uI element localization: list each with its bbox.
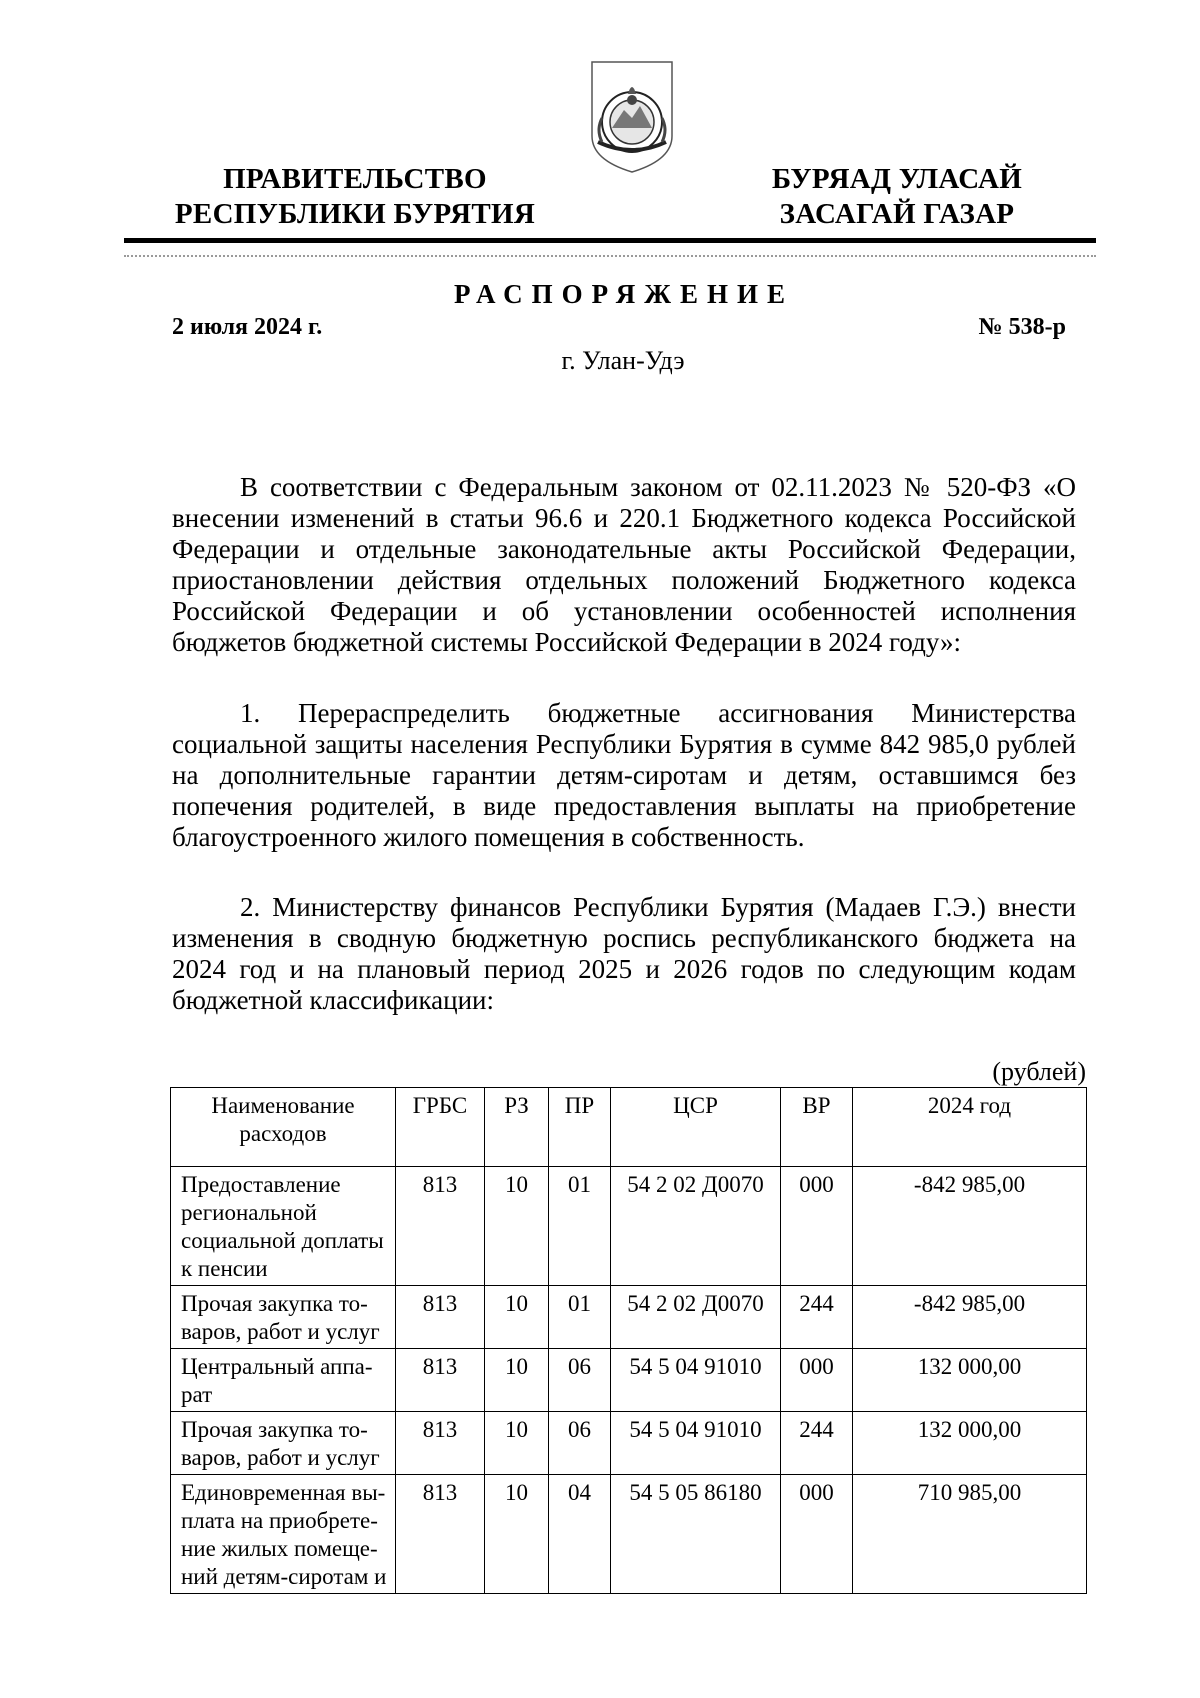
cell-pr: 01 [549, 1286, 611, 1349]
item-2-section [172, 892, 1076, 1016]
header-rz: РЗ [485, 1088, 549, 1167]
cell-rz: 10 [485, 1412, 549, 1475]
government-title-line1: ПРАВИТЕЛЬСТВО [223, 163, 487, 195]
table-row [171, 1412, 1087, 1475]
header-year: 2024 год [853, 1088, 1087, 1167]
cell-name: Прочая закупка товаров, работ и услуг [171, 1412, 396, 1475]
cell-amount: 132 000,00 [853, 1412, 1087, 1475]
header-grbs: ГРБС [396, 1088, 485, 1167]
table-row [171, 1475, 1087, 1594]
table-row [171, 1286, 1087, 1349]
cell-grbs: 813 [396, 1349, 485, 1412]
government-title-buryat-line2: ЗАСАГАЙ ГАЗАР [779, 198, 1015, 230]
cell-amount: -842 985,00 [853, 1286, 1087, 1349]
cell-pr: 06 [549, 1349, 611, 1412]
header-pr: ПР [549, 1088, 611, 1167]
document-date: 2 июля 2024 г. [172, 314, 323, 340]
budget-table [170, 1087, 1087, 1594]
table-row [171, 1349, 1087, 1412]
header-divider-thick [124, 238, 1096, 243]
cell-name: Единовременная выплата на приобретение жилых помещений детям-сиротам и [171, 1475, 396, 1594]
cell-csr: 54 5 04 91010 [611, 1412, 781, 1475]
cell-vr: 244 [781, 1286, 853, 1349]
cell-amount: 132 000,00 [853, 1349, 1087, 1412]
coat-of-arms-icon [588, 58, 676, 176]
item-2-paragraph: 2. Министерству финансов Республики Бурятия (Мадаев Г.Э.) внести изменения в сводную бюджетную роспись республиканского бюджета на 2024 год и на плановый период 2025 и 2026 годов по следующим кодам бюджетной классификации: [172, 892, 1076, 1015]
cell-name: Прочая закупка товаров, работ и услуг [171, 1286, 396, 1349]
item-1-section [172, 698, 1076, 853]
cell-csr: 54 5 04 91010 [611, 1349, 781, 1412]
cell-grbs: 813 [396, 1412, 485, 1475]
cell-rz: 10 [485, 1167, 549, 1286]
cell-rz: 10 [485, 1286, 549, 1349]
cell-csr: 54 2 02 Д0070 [611, 1286, 781, 1349]
table-unit-label: (рублей) [992, 1057, 1086, 1086]
header-vr: ВР [781, 1088, 853, 1167]
cell-grbs: 813 [396, 1167, 485, 1286]
cell-grbs: 813 [396, 1475, 485, 1594]
cell-vr: 000 [781, 1349, 853, 1412]
cell-name: Центральный аппарат [171, 1349, 396, 1412]
cell-pr: 04 [549, 1475, 611, 1594]
cell-csr: 54 2 02 Д0070 [611, 1167, 781, 1286]
preamble-section [172, 472, 1076, 658]
cell-vr: 244 [781, 1412, 853, 1475]
government-title-line2: РЕСПУБЛИКИ БУРЯТИЯ [174, 198, 536, 230]
table-header-row [171, 1088, 1087, 1167]
header-csr: ЦСР [611, 1088, 781, 1167]
government-title-russian [172, 162, 538, 232]
cell-rz: 10 [485, 1349, 549, 1412]
document-type: РАСПОРЯЖЕНИЕ [453, 279, 795, 309]
cell-grbs: 813 [396, 1286, 485, 1349]
preamble-paragraph: В соответствии с Федеральным законом от 02.11.2023 № 520-ФЗ «О внесении изменений в статьи 96.6 и 220.1 Бюджетного кодекса Российской Федерации и отдельные законодательные акты Российской Федерации, приостановлении действия отдельных положений Бюджетного кодекса Российской Федерации и об установлении особенностей исполнения бюджетов бюджетной системы Российской Федерации в 2024 году»: [172, 472, 1076, 657]
government-title-buryat [760, 162, 1034, 232]
cell-csr: 54 5 05 86180 [611, 1475, 781, 1594]
header-divider-thin [124, 255, 1096, 257]
cell-amount: -842 985,00 [853, 1167, 1087, 1286]
cell-rz: 10 [485, 1475, 549, 1594]
item-1-paragraph: 1. Перераспределить бюджетные ассигнования Министерства социальной защиты населения Республики Бурятия в сумме 842 985,0 рублей на дополнительные гарантии детям-сиротам и детям, оставшимся без попечения родителей, в виде предоставления выплаты на приобретение благоустроенного жилого помещения в собственность. [172, 698, 1076, 852]
cell-vr: 000 [781, 1475, 853, 1594]
cell-vr: 000 [781, 1167, 853, 1286]
cell-name: Предоставление региональной социальной доплаты к пенсии [171, 1167, 396, 1286]
cell-amount: 710 985,00 [853, 1475, 1087, 1594]
table-row [171, 1167, 1087, 1286]
cell-pr: 01 [549, 1167, 611, 1286]
header-name: Наименование расходов [171, 1088, 396, 1167]
government-title-buryat-line1: БУРЯАД УЛАСАЙ [771, 163, 1023, 195]
cell-pr: 06 [549, 1412, 611, 1475]
document-city: г. Улан-Удэ [561, 346, 685, 375]
document-number: № 538-р [978, 314, 1066, 340]
